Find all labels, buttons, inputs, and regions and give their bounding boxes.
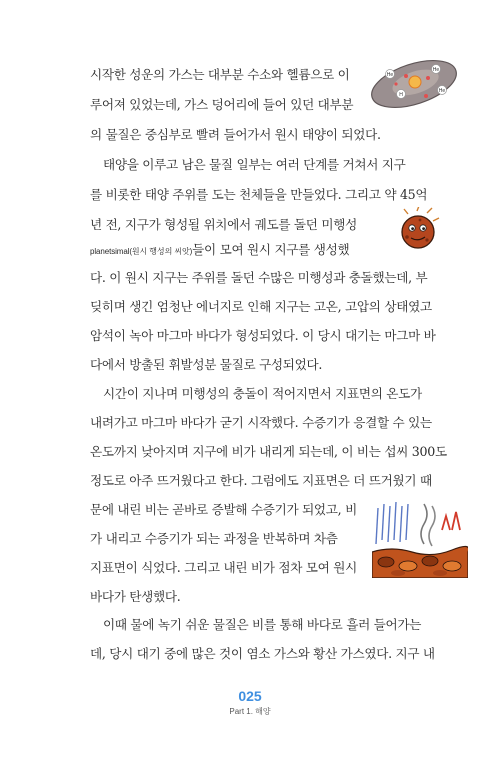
nebula-label: He <box>432 67 440 73</box>
text-line: 시간이 지나며 미행성의 충돌이 적어지면서 지표면의 온도가 <box>103 386 422 401</box>
nebula-label: H <box>399 92 403 98</box>
text-line: 정도로 아주 뜨거웠다고 한다. 그럼에도 지표면은 더 뜨거웠기 때 <box>90 473 432 488</box>
text-line: 가 내리고 수증기가 되는 과정을 반복하며 차츰 <box>90 531 338 546</box>
text-line: 이때 물에 녹기 쉬운 물질은 비를 통해 바다로 흘러 들어가는 <box>103 617 422 632</box>
text-line: 태양을 이루고 남은 물질 일부는 여러 단계를 거쳐서 지구 <box>103 157 406 172</box>
text-line: 다에서 방출된 휘발성분 물질로 구성되었다. <box>90 357 323 372</box>
page-number: 025 <box>238 688 262 704</box>
text-line: 온도까지 낮아지며 지구에 비가 내리게 되는데, 이 비는 섭씨 300도 <box>90 444 447 459</box>
text-line: 내려가고 마그마 바다가 굳기 시작했다. 수증기가 응결할 수 있는 <box>90 415 432 430</box>
rain-steam-illustration <box>372 500 468 578</box>
nebula-label: He <box>438 88 446 94</box>
text-line: 데, 당시 대기 중에 많은 것이 염소 가스와 황산 가스였다. 지구 내 <box>90 646 435 661</box>
nebula-label: He <box>386 72 394 78</box>
planetesimal-illustration <box>393 207 443 253</box>
text-line: 다. 이 원시 지구는 주위를 돌던 수많은 미행성과 충돌했는데, 부 <box>90 270 428 285</box>
text-line: 딪히며 생긴 엄청난 에너지로 인해 지구는 고온, 고압의 상태였고 <box>90 299 432 314</box>
text-line: 암석이 녹아 마그마 바다가 형성되었다. 이 당시 대기는 마그마 바 <box>90 328 436 343</box>
text-line: 바다가 탄생했다. <box>90 589 181 604</box>
text-line: 를 비롯한 태양 주위를 도는 천체들을 만들었다. 그리고 약 45억 <box>90 187 428 202</box>
chapter-label: Part 1. 해양 <box>229 707 271 716</box>
text-line: 의 물질은 중심부로 빨려 들어가서 원시 태양이 되었다. <box>90 127 381 142</box>
text-fragment: 들이 모여 원시 지구를 생성했 <box>192 242 350 257</box>
planetesimal-gloss: planetsimal(원시 행성의 씨앗) <box>90 247 193 256</box>
text-line-with-gloss <box>90 242 349 260</box>
text-line: 년 전, 지구가 형성될 위치에서 궤도를 돌던 미행성 <box>90 217 357 232</box>
nebula-illustration <box>368 54 460 114</box>
text-line: 시작한 성운의 가스는 대부분 수소와 헬륨으로 이 <box>90 67 350 82</box>
text-line: 지표면이 식었다. 그리고 내린 비가 점차 모여 원시 <box>90 560 357 575</box>
text-line: 루어져 있었는데, 가스 덩어리에 들어 있던 대부분 <box>90 97 354 112</box>
text-line: 문에 내린 비는 곧바로 증발해 수증기가 되었고, 비 <box>90 502 357 517</box>
